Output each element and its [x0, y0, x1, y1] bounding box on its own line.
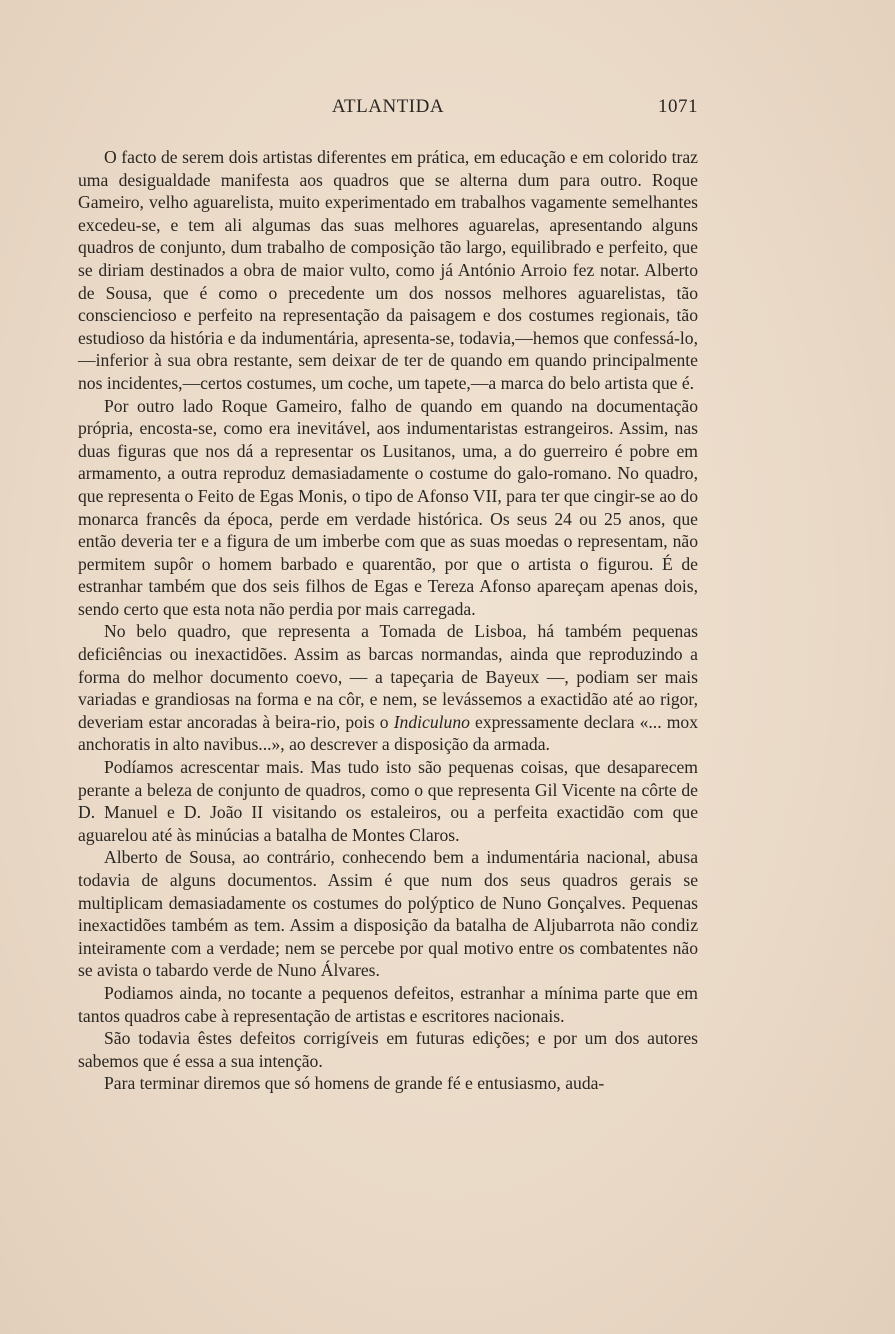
paragraph: No belo quadro, que representa a Tomada de Lisboa, há também pequenas deficiências ou inexactidões. Assim as barcas normandas, ainda que reproduzindo a forma do melhor documento coevo, — a tapeçaria de Bayeux —, podiam ser mais variadas e grandiosas na forma e na côr, e nem, se levássemos a exactidão até ao rigor, deveriam estar ancoradas à beira-rio, pois o Indiculuno expressamente declara «... mox anchoratis in alto navibus...», ao descrever a disposição da armada. — [78, 621, 698, 755]
paragraph: Podíamos acrescentar mais. Mas tudo isto são pequenas coisas, que desaparecem perante a beleza de conjunto de quadros, como o que representa Gil Vicente na côrte de D. Manuel e D. João II visitando os estaleiros, ou a perfeita exactidão com que aguarelou até às minúcias a batalha de Montes Claros. — [78, 757, 698, 845]
paragraph: Alberto de Sousa, ao contrário, conhecendo bem a indumentária nacional, abusa todavia de alguns documentos. Assim é que num dos seus quadros gerais se multiplicam demasiadamente os costumes do polýptico de Nuno Gonçalves. Pequenas inexactidões também as tem. Assim a disposição da batalha de Aljubarrota não condiz inteiramente com a verdade; nem se percebe por qual motivo entre os combatentes não se avista o tabardo verde de Nuno Álvares. — [78, 847, 698, 981]
journal-title: ATLANTIDA — [331, 96, 445, 117]
cited-title: Indiculuno — [393, 711, 470, 732]
paragraph: Podiamos ainda, no tocante a pequenos defeitos, estranhar a mínima parte que em tantos quadros cabe à representação de artistas e escritores nacionais. — [78, 982, 698, 1026]
paragraph: Para terminar diremos que só homens de grande fé e entusiasmo, auda- — [104, 1073, 605, 1094]
article-body — [78, 146, 698, 1095]
paragraph: São todavia êstes defeitos corrigíveis em futuras edições; e por um dos autores sabemos que é essa a sua intenção. — [78, 1028, 698, 1071]
running-header — [78, 96, 698, 122]
paragraph: O facto de serem dois artistas diferentes em prática, em educação e em colorido traz uma desigualdade manifesta aos quadros que se alterna dum para outro. Roque Gameiro, velho aguarelista, muito experimentado em trabalhos vagamente semelhantes excedeu-se, e tem ali algumas das suas melhores aguarelas, apresentando alguns quadros de conjunto, dum trabalho de composição tão largo, equilibrado e perfeito, que se diriam destinados a obra de maior vulto, como já António Arroio fez notar. Alberto de Sousa, que é como o precedente um dos nossos melhores aguarelistas, tão consciencioso e perfeito na representação da paisagem e dos costumes regionais, tão estudioso da história e da indumentária, apresenta-se, todavia,—hemos que confessá-lo,—inferior à sua obra restante, sem deixar de ter de quando em quando principalmente nos incidentes,—certos costumes, um coche, um tapete,—a marca do belo artista que é. — [78, 147, 698, 393]
paragraph: Por outro lado Roque Gameiro, falho de quando em quando na documentação própria, encosta-se, como era inevitável, aos indumentaristas estrangeiros. Assim, nas duas figuras que nos dá a representar os Lusitanos, uma, a do guerreiro é pobre em armamento, a outra reproduz demasiadamente o costume do galo-romano. No quadro, que representa o Feito de Egas Monis, o tipo de Afonso VII, para ter que cingir-se ao do monarca francês da época, perde em verdade histórica. Os seus 24 ou 25 anos, que então deveria ter e a figura de um imberbe com que as suas moedas o representam, não permitem supôr o homem barbado e quarentão, por que o artista o figurou. É de estranhar também que dos seis filhos de Egas e Tereza Afonso apareçam apenas dois, sendo certo que esta nota não perdia por mais carregada. — [78, 395, 698, 619]
page-number: 1071 — [658, 96, 698, 117]
